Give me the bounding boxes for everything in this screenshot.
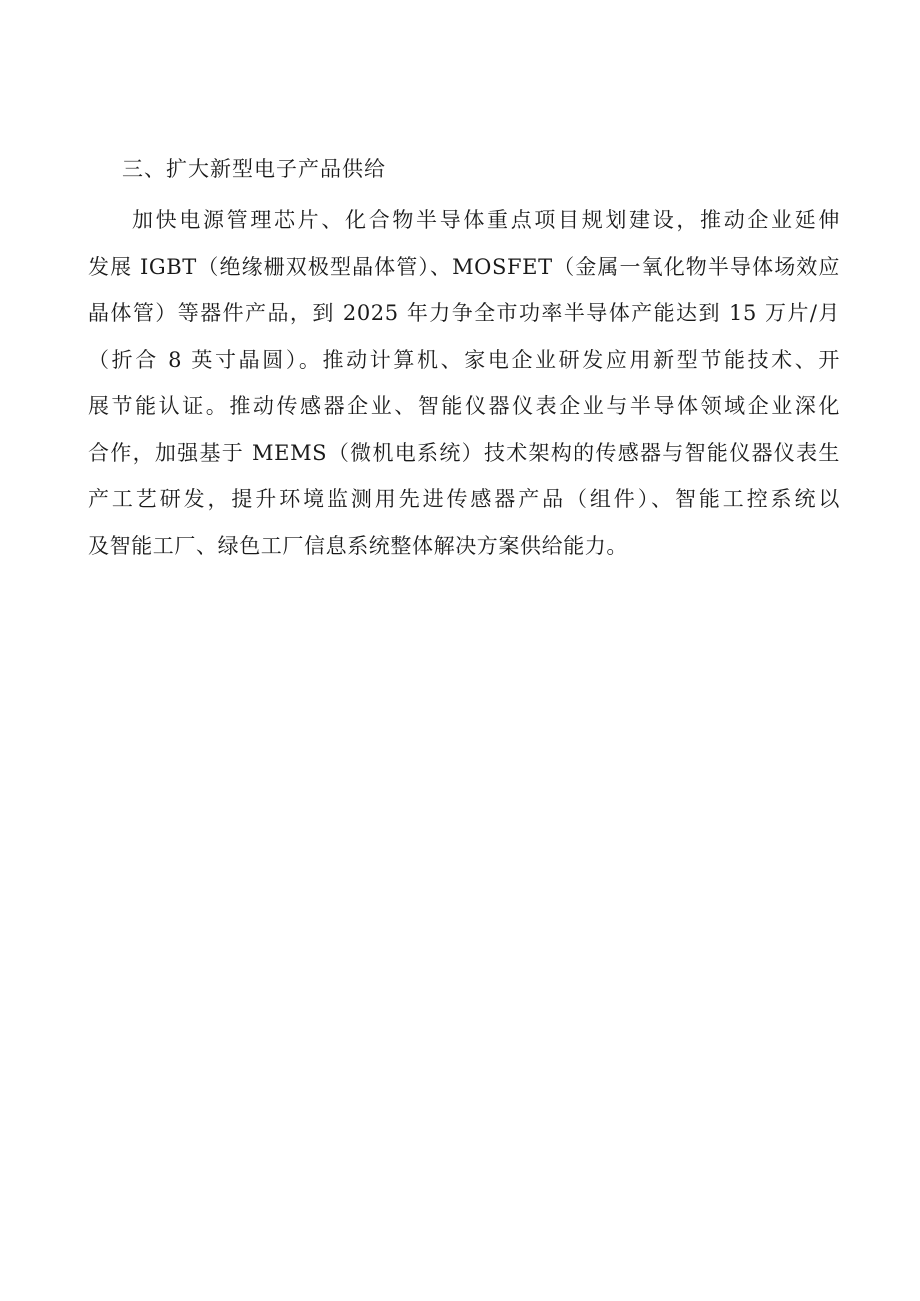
paragraph-line: 及智能工厂、绿色工厂信息系统整体解决方案供给能力。 [88, 533, 628, 558]
section-heading: 三、扩大新型电子产品供给 [122, 157, 386, 181]
paragraph-line: （折合 8 英寸晶圆）。推动计算机、家电企业研发应用新型节能技术、开 [88, 347, 840, 372]
paragraph-line: 加快电源管理芯片、化合物半导体重点项目规划建设，推动企业延伸 [132, 208, 840, 232]
paragraph-line: 展节能认证。推动传感器企业、智能仪器仪表企业与半导体领域企业深化 [88, 394, 840, 418]
paragraph-line: 发展 IGBT（绝缘栅双极型晶体管）、MOSFET（金属一氧化物半导体场效应 [88, 254, 840, 279]
body-paragraph [88, 197, 840, 569]
paragraph-line: 晶体管）等器件产品，到 2025 年力争全市功率半导体产能达到 15 万片/月 [88, 301, 840, 325]
paragraph-line: 产工艺研发，提升环境监测用先进传感器产品（组件）、智能工控系统以 [88, 487, 840, 511]
paragraph-line: 合作，加强基于 MEMS（微机电系统）技术架构的传感器与智能仪器仪表生 [88, 440, 840, 465]
